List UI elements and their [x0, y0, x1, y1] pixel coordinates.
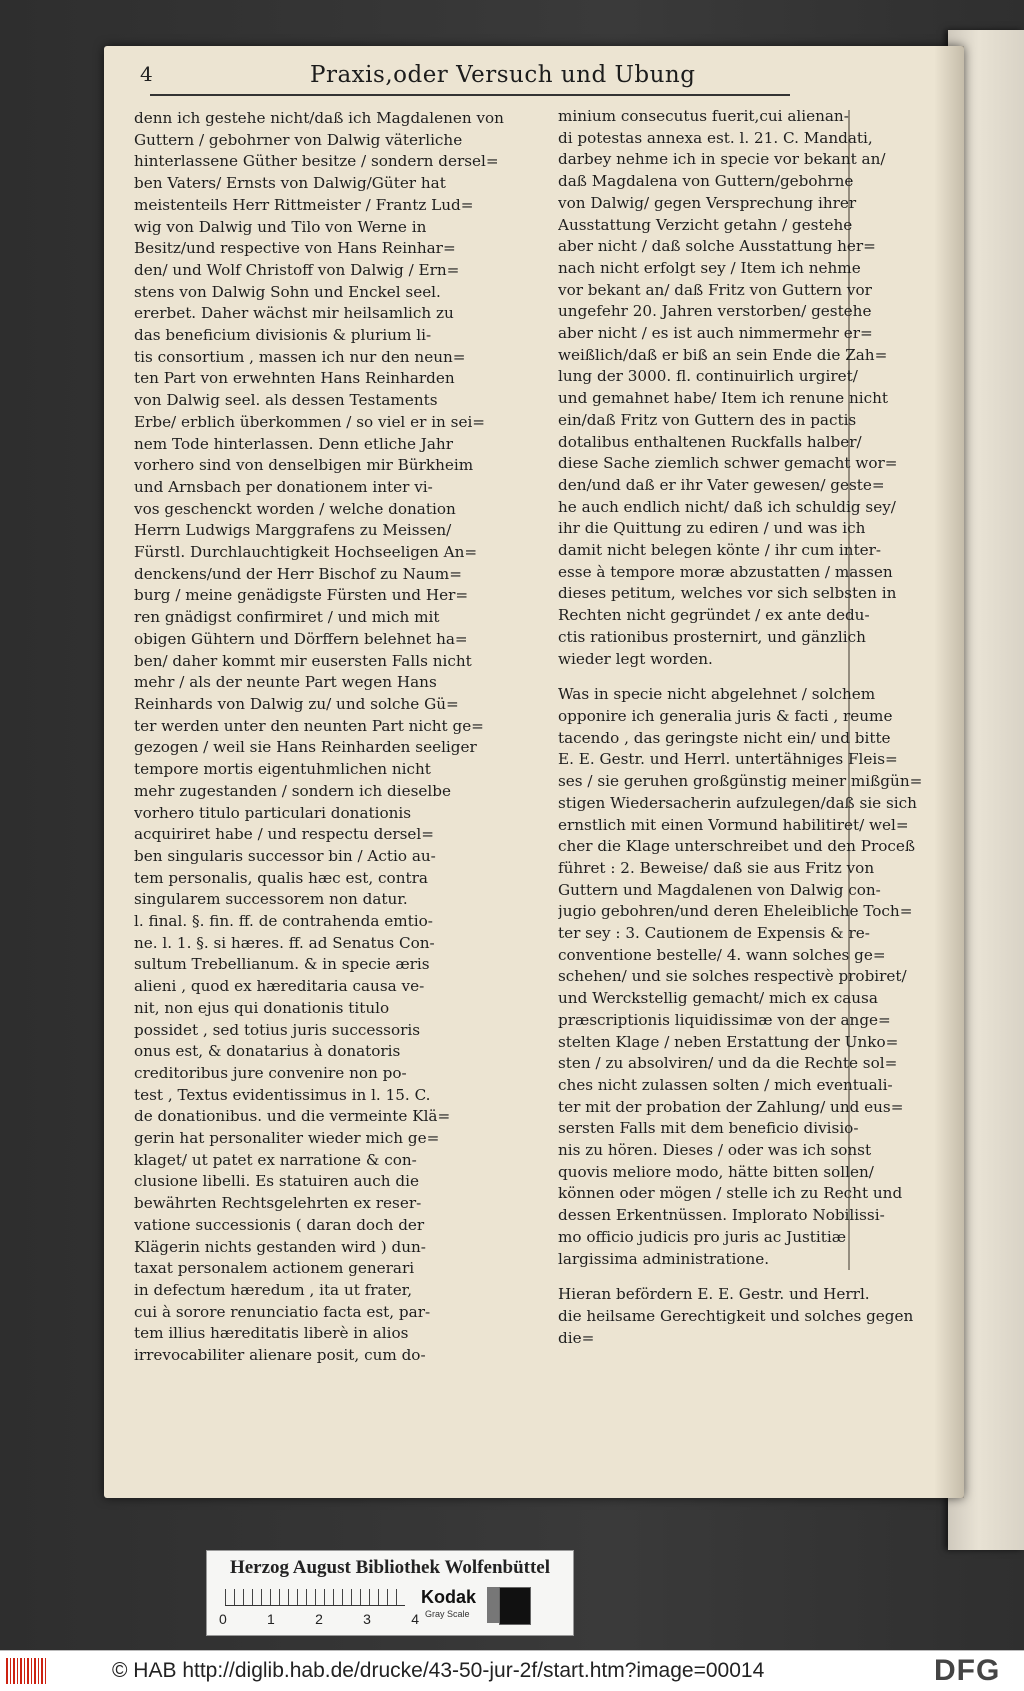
- text-line: irrevocabiliter alienare posit, cum do-: [134, 1346, 426, 1365]
- text-line: schehen/ und sie solches respectivè probiret/: [558, 967, 907, 986]
- text-line: Was in specie nicht abgelehnet / solchem: [558, 685, 876, 704]
- running-head: Praxis,oder Versuch und Ubung: [310, 62, 696, 88]
- text-line: in defectum hæredum , ita ut frater,: [134, 1280, 413, 1299]
- text-line: Fürstl. Durchlauchtigkeit Hochseeligen An=: [134, 543, 478, 562]
- text-line: vos geschenckt worden / welche donation: [134, 499, 456, 518]
- text-line: die=: [558, 1328, 595, 1347]
- text-line: weißlich/daß er biß an sein Ende die Zah=: [558, 345, 888, 364]
- text-line: wieder legt worden.: [558, 649, 713, 668]
- text-line: ererbet. Daher wächst mir heilsamlich zu: [134, 304, 454, 323]
- text-line: E. E. Gestr. und Herrl. untertähniges Fleis=: [558, 750, 898, 769]
- text-line: ter sey : 3. Cautionem de Expensis & re-: [558, 924, 870, 943]
- text-line: test , Textus evidentissimus in l. 15. C.: [134, 1085, 431, 1104]
- text-line: præscriptionis liquidissimæ von der ange=: [558, 1010, 891, 1029]
- text-line: ren gnädigst confirmiret / und mich mit: [134, 608, 440, 627]
- text-line: Ausstattung Verzicht getahn / gestehe: [558, 215, 853, 234]
- text-line: ches nicht zulassen solten / mich eventuali-: [558, 1075, 893, 1094]
- ruler-number: 3: [363, 1611, 371, 1627]
- text-line: vor bekant an/ daß Fritz von Guttern vor: [558, 280, 872, 299]
- text-line: largissima administratione.: [558, 1249, 770, 1268]
- paragraph-break: [558, 670, 998, 684]
- text-line: possidet , sed totius juris successoris: [134, 1020, 420, 1039]
- text-line: nis zu hören. Dieses / oder was ich sonst: [558, 1141, 872, 1160]
- text-line: darbey nehme ich in specie vor bekant an/: [558, 150, 886, 169]
- left-column: [134, 108, 558, 1367]
- text-line: nach nicht erfolgt sey / Item ich nehme: [558, 258, 861, 277]
- text-line: ctis rationibus prosternirt, und gänzlich: [558, 627, 866, 646]
- text-line: sten / zu absolviren/ und da die Rechte sol=: [558, 1054, 898, 1073]
- text-line: sersten Falls mit dem beneficio divisio-: [558, 1119, 859, 1138]
- text-line: dessen Erkentnüssen. Implorato Nobilissi-: [558, 1206, 885, 1225]
- text-line: Guttern und Magdalenen von Dalwig con-: [558, 880, 881, 899]
- text-line: und gemahnet habe/ Item ich renune nicht: [558, 389, 888, 408]
- text-line: Erbe/ erblich überkommen / so viel er in sei=: [134, 412, 486, 431]
- text-line: vorhero sind von denselbigen mir Bürkheim: [134, 456, 474, 475]
- text-line: ben Vaters/ Ernsts von Dalwig/Güter hat: [134, 174, 446, 193]
- text-line: esse à tempore moræ abzustatten / massen: [558, 562, 893, 581]
- text-line: ein/daß Fritz von Guttern des in pactis: [558, 410, 857, 429]
- text-line: bewährten Rechtsgelehrten ex reser-: [134, 1194, 422, 1213]
- text-line: l. final. §. fin. ff. de contrahenda emtio-: [134, 912, 433, 931]
- text-line: tis consortium , massen ich nur den neun=: [134, 347, 466, 366]
- footer-bar: [0, 1650, 1024, 1691]
- ruler-numbers: [219, 1611, 419, 1627]
- text-line: clusione libelli. Es statuiren auch die: [134, 1172, 419, 1191]
- text-line: aber nicht / daß solche Ausstattung her=: [558, 237, 876, 256]
- text-line: tacendo , das geringste nicht ein/ und bitte: [558, 728, 891, 747]
- text-line: stelten Klage / neben Erstattung der Unko=: [558, 1032, 899, 1051]
- text-line: und Arnsbach per donationem inter vi-: [134, 477, 433, 496]
- right-column: [558, 106, 998, 1349]
- text-line: meistenteils Herr Rittmeister / Frantz Lud=: [134, 195, 474, 214]
- text-line: taxat personalem actionem generari: [134, 1259, 415, 1278]
- text-line: denn ich gestehe nicht/daß ich Magdalenen von: [134, 109, 504, 127]
- gray-swatch: [487, 1587, 499, 1623]
- text-line: klaget/ ut patet ex narratione & con-: [134, 1150, 417, 1169]
- text-line: von Dalwig seel. als dessen Testaments: [134, 391, 438, 410]
- text-line: können oder mögen / stelle ich zu Recht und: [558, 1184, 903, 1203]
- color-target-title: Herzog August Bibliothek Wolfenbüttel: [229, 1557, 551, 1578]
- text-line: und Werckstellig gemacht/ mich ex causa: [558, 989, 878, 1008]
- text-line: Besitz/und respective von Hans Reinhar=: [134, 239, 456, 258]
- text-line: Herrn Ludwigs Marggrafens zu Meissen/: [134, 521, 452, 540]
- text-line: ben/ daher kommt mir eusersten Falls nicht: [134, 651, 472, 670]
- text-line: wig von Dalwig und Tilo von Werne in: [134, 217, 427, 236]
- text-line: vatione successionis ( daran doch der: [134, 1215, 425, 1234]
- text-line: vorhero titulo particulari donationis: [134, 803, 412, 822]
- text-line: ne. l. 1. §. si hæres. ff. ad Senatus Con-: [134, 933, 435, 952]
- text-line: Hieran befördern E. E. Gestr. und Herrl.: [558, 1285, 870, 1304]
- text-line: ernstlich mit einen Vormund habilitiret/ wel=: [558, 815, 909, 834]
- text-line: conventione bestelle/ 4. wann solches ge=: [558, 945, 886, 964]
- text-line: aber nicht / es ist auch nimmermehr er=: [558, 324, 873, 343]
- text-line: opponire ich generalia juris & facti , reume: [558, 706, 893, 725]
- text-line: den/ und Wolf Christoff von Dalwig / Ern=: [134, 260, 460, 279]
- text-line: lung der 3000. fl. continuirlich urgiret/: [558, 367, 858, 386]
- gray-scale-label: Gray Scale: [425, 1609, 470, 1619]
- text-line: Reinhards von Dalwig zu/ und solche Gü=: [134, 694, 459, 713]
- text-line: di potestas annexa est. l. 21. C. Mandati,: [558, 128, 873, 147]
- text-line: Rechten nicht gegründet / ex ante dedu-: [558, 606, 870, 625]
- text-line: nem Tode hinterlassen. Denn etliche Jahr: [134, 434, 453, 453]
- text-line: ter mit der probation der Zahlung/ und eus=: [558, 1097, 904, 1116]
- text-line: singularem successorem non datur.: [134, 890, 408, 909]
- text-line: ses / sie geruhen großgünstig meiner mißgün=: [558, 772, 923, 791]
- footer-url-text[interactable]: © HAB http://diglib.hab.de/drucke/43-50-jur-2f/start.htm?image=00014: [112, 1659, 765, 1682]
- text-line: quovis meliore modo, hätte bitten sollen/: [558, 1162, 874, 1181]
- text-line: hinterlassene Güther besitze / sondern dersel=: [134, 152, 499, 171]
- kodak-logo: Kodak: [421, 1587, 477, 1607]
- black-swatch: [499, 1587, 531, 1625]
- page-number: 4: [140, 62, 153, 86]
- text-line: jugio gebohren/und deren Eheleibliche Toch=: [558, 902, 913, 921]
- text-line: mehr / als der neunte Part wegen Hans: [134, 673, 437, 692]
- barcode-icon: [6, 1658, 46, 1684]
- text-line: burg / meine genädigste Fürsten und Her=: [134, 586, 469, 605]
- text-line: den/und daß er ihr Vater gewesen/ geste=: [558, 475, 885, 494]
- text-line: tempore mortis eigentuhmlichen nicht: [134, 760, 431, 779]
- text-line: tem personalis, qualis hæc est, contra: [134, 868, 428, 887]
- text-line: tem illius hæreditatis liberè in alios: [134, 1324, 409, 1343]
- text-line: mehr zugestanden / sondern ich dieselbe: [134, 781, 451, 800]
- text-line: Guttern / gebohrner von Dalwig väterliche: [134, 130, 463, 149]
- text-line: denckens/und der Herr Bischof zu Naum=: [134, 564, 462, 583]
- ruler-number: 1: [267, 1611, 275, 1627]
- text-line: stigen Wiedersacherin aufzulegen/daß sie sich: [558, 793, 917, 812]
- ruler-number: 0: [219, 1611, 227, 1627]
- text-line: dotalibus enthaltenen Ruckfalls halber/: [558, 432, 862, 451]
- text-line: acquiriret habe / und respectu dersel=: [134, 825, 434, 844]
- text-line: sultum Trebellianum. & in specie æris: [134, 955, 430, 974]
- text-line: de donationibus. und die vermeinte Klä=: [134, 1107, 451, 1126]
- text-line: die heilsame Gerechtigkeit und solches gegen: [558, 1306, 914, 1325]
- color-target-card: [206, 1550, 574, 1636]
- dfg-logo: DFG: [934, 1654, 1001, 1687]
- text-line: dieses petitum, welches vor sich selbsten in: [558, 584, 897, 603]
- text-line: minium consecutus fuerit,cui alienan-: [558, 107, 849, 125]
- text-line: cui à sorore renunciatio facta est, par-: [134, 1302, 431, 1321]
- text-line: onus est, & donatarius à donatoris: [134, 1042, 401, 1061]
- text-line: nit, non ejus qui donationis titulo: [134, 998, 390, 1017]
- text-line: ihr die Quittung zu ediren / und was ich: [558, 519, 866, 538]
- text-line: daß Magdalena von Guttern/gebohrne: [558, 172, 854, 191]
- text-line: ungefehr 20. Jahren verstorben/ gestehe: [558, 302, 872, 321]
- ruler-number: 4: [411, 1611, 419, 1627]
- text-line: mo officio judicis pro juris ac Justitiæ: [558, 1227, 846, 1246]
- text-line: he auch endlich nicht/ daß ich schuldig sey/: [558, 497, 896, 516]
- head-rule: [150, 94, 790, 96]
- text-line: ben singularis successor bin / Actio au-: [134, 846, 436, 865]
- text-line: das beneficium divisionis & plurium li-: [134, 326, 432, 345]
- text-line: creditoribus jure convenire non po-: [134, 1063, 407, 1082]
- text-line: Klägerin nichts gestanden wird ) dun-: [134, 1237, 426, 1256]
- text-line: stens von Dalwig Sohn und Enckel seel.: [134, 282, 441, 301]
- text-line: damit nicht belegen könte / ihr cum inter-: [558, 541, 882, 560]
- ruler-number: 2: [315, 1611, 323, 1627]
- text-line: gezogen / weil sie Hans Reinharden seeliger: [134, 738, 477, 757]
- text-line: führet : 2. Beweise/ daß sie aus Fritz von: [558, 858, 875, 877]
- text-line: ter werden unter den neunten Part nicht ge=: [134, 716, 484, 735]
- text-line: diese Sache ziemlich schwer gemacht wor=: [558, 454, 898, 473]
- text-line: gerin hat personaliter wieder mich ge=: [134, 1129, 440, 1148]
- text-line: ten Part von erwehnten Hans Reinharden: [134, 369, 455, 388]
- text-line: cher die Klage unterschreibet und den Proceß: [558, 837, 915, 856]
- text-line: von Dalwig/ gegen Versprechung ihrer: [558, 193, 857, 212]
- paragraph-break: [558, 1270, 998, 1284]
- text-line: obigen Gühtern und Dörffern belehnet ha=: [134, 629, 468, 648]
- text-line: alieni , quod ex hæreditaria causa ve-: [134, 977, 425, 996]
- ruler-scale: [225, 1589, 405, 1606]
